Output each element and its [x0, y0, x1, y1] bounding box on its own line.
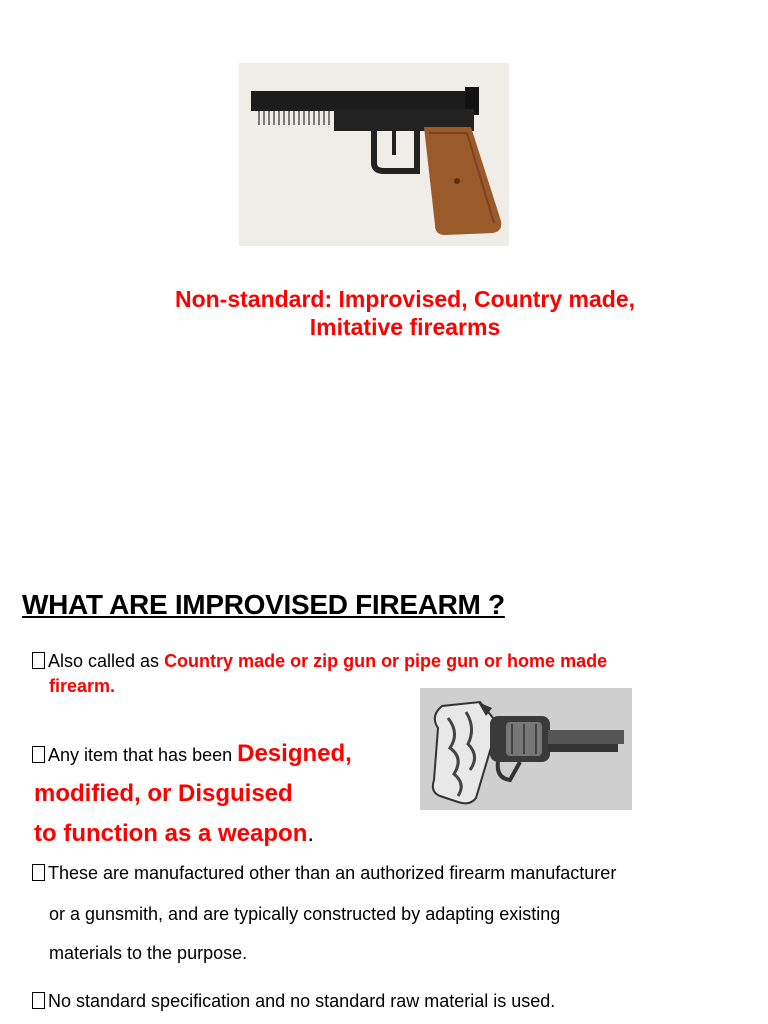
bullet-text: No standard specification and no standard raw material is used. — [48, 991, 556, 1011]
revolver-photo — [420, 688, 632, 810]
bullet-highlight-line-2: modified, or Disguised — [34, 780, 293, 807]
bullet-highlight-continued: firearm. — [49, 676, 116, 696]
bullet-line-1: These are manufactured other than an authorized firearm manufacturer — [48, 863, 617, 883]
bullet-prefix: Any item that has been — [48, 745, 238, 765]
section-heading: WHAT ARE IMPROVISED FIREARM ? — [22, 589, 505, 620]
bullet-any-item — [32, 742, 352, 767]
improvised-pistol-photo — [239, 63, 509, 246]
bullet-glyph-icon — [32, 652, 45, 669]
bullet-prefix: Also called as — [48, 651, 165, 671]
bullet-suffix: . — [307, 820, 315, 847]
bullet-highlight-line-3: to function as a weapon — [34, 820, 308, 847]
subtitle-line-1: Non-standard: Improvised, Country made, — [174, 286, 636, 312]
subtitle-line-2: Imitative firearms — [309, 314, 501, 340]
slide-subtitle — [100, 285, 710, 341]
bullet-glyph-icon — [32, 746, 45, 763]
bullet-highlight-line-3-wrapper — [34, 820, 314, 848]
bullet-no-standard — [32, 989, 555, 1013]
bullet-line-2: or a gunsmith, and are typically constructed by adapting existing — [49, 904, 561, 924]
bullet-manufactured — [32, 861, 616, 885]
bullet-line-3: materials to the purpose. — [49, 943, 248, 963]
bullet-highlight: Country made or zip gun or pipe gun or home made — [164, 651, 608, 671]
bullet-glyph-icon — [32, 992, 45, 1009]
bullet-highlight: Designed, — [237, 740, 352, 767]
bullet-also-called — [32, 649, 732, 673]
bullet-glyph-icon — [32, 864, 45, 881]
